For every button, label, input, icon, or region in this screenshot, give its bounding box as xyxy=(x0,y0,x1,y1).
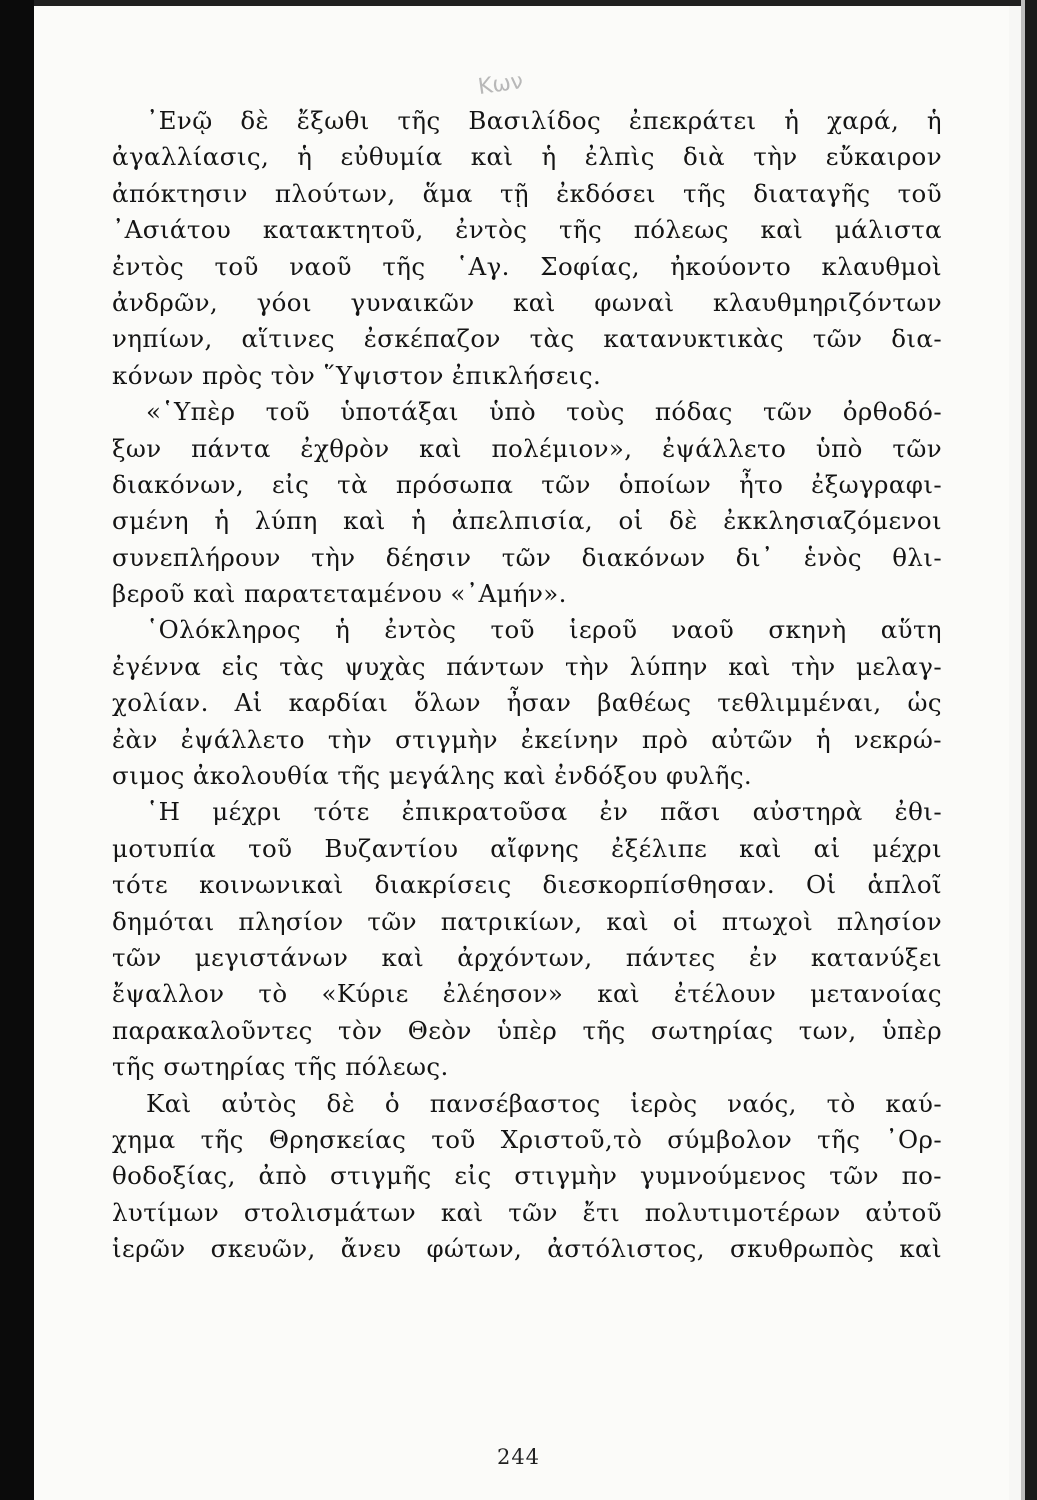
text-line: ἀνδρῶν, γόοι γυναικῶν καὶ φωναὶ κλαυθμηριζόντων xyxy=(112,287,942,317)
text-line: ᾿Ενῷ δὲ ἔξωθι τῆς Βασιλίδος ἐπεκράτει ἡ χαρά, ἡ xyxy=(146,106,942,135)
text-line: ἀγαλλίασις, ἡ εὐθυμία καὶ ἡ ἐλπὶς διὰ τὴν εὔκαιρον xyxy=(112,142,942,172)
text-line: ῾Η μέχρι τότε ἐπικρατοῦσα ἐν πᾶσι αὐστηρὰ ἐθι- xyxy=(146,797,942,827)
text-line: ἐντὸς τοῦ ναοῦ τῆς ῾Αγ. Σοφίας, ἠκούοντο κλαυθμοὶ xyxy=(112,251,942,281)
scan-border-right xyxy=(1025,0,1037,1500)
text-line: τῆς σωτηρίας τῆς πόλεως. xyxy=(112,1052,449,1082)
text-line: ἐὰν ἐψάλλετο τὴν στιγμὴν ἐκείνην πρὸ αὐτῶν ἡ νεκρώ- xyxy=(112,724,942,754)
text-line: μοτυπία τοῦ Βυζαντίου αἴφνης ἐξέλιπε καὶ αἱ μέχρι xyxy=(112,833,942,863)
text-line: «῾Υπὲρ τοῦ ὑποτάξαι ὑπὸ τοὺς πόδας τῶν ὀρθοδό- xyxy=(146,397,942,427)
text-line: βεροῦ καὶ παρατεταμένου «᾿Αμήν». xyxy=(112,579,567,609)
text-line: νηπίων, αἵτινες ἐσκέπαζον τὰς κατανυκτικὰς τῶν δια- xyxy=(112,324,942,354)
text-line: σιμος ἀκολουθία τῆς μεγάλης καὶ ἐνδόξου φυλῆς. xyxy=(112,761,753,791)
text-line: διακόνων, εἰς τὰ πρόσωπα τῶν ὁποίων ἦτο ἐξωγραφι- xyxy=(112,469,942,499)
text-line: θοδοξίας, ἀπὸ στιγμῆς εἰς στιγμὴν γυμνούμενος τῶν πο- xyxy=(112,1161,942,1191)
text-line: συνεπλήρουν τὴν δέησιν τῶν διακόνων δι᾿ ἑνὸς θλι- xyxy=(112,542,942,572)
pencil-margin-note: Κων xyxy=(476,68,525,101)
text-line: χημα τῆς Θρησκείας τοῦ Χριστοῦ,τὸ σύμβολον τῆς ᾿Ορ- xyxy=(112,1124,942,1154)
text-line: χολίαν. Αἱ καρδίαι ὅλων ἦσαν βαθέως τεθλιμμέναι, ὡς xyxy=(112,688,942,718)
text-line: λυτίμων στολισμάτων καὶ τῶν ἔτι πολυτιμοτέρων αὐτοῦ xyxy=(112,1197,942,1227)
text-line: ἱερῶν σκευῶν, ἄνευ φώτων, ἀστόλιστος, σκυθρωπὸς καὶ xyxy=(112,1234,942,1264)
text-line: τότε κοινωνικαὶ διακρίσεις διεσκορπίσθησαν. Οἱ ἁπλοῖ xyxy=(112,870,942,900)
text-line: δημόται πλησίον τῶν πατρικίων, καὶ οἱ πτωχοὶ πλησίον xyxy=(112,906,942,936)
text-line: τῶν μεγιστάνων καὶ ἀρχόντων, πάντες ἐν κατανύξει xyxy=(112,942,942,972)
text-line: ἔψαλλον τὸ «Κύριε ἐλέησον» καὶ ἐτέλουν μετανοίας xyxy=(112,979,942,1009)
text-line: ῾Ολόκληρος ἡ ἐντὸς τοῦ ἱεροῦ ναοῦ σκηνὴ αὕτη xyxy=(146,615,942,645)
text-line: ᾿Ασιάτου κατακτητοῦ, ἐντὸς τῆς πόλεως καὶ μάλιστα xyxy=(112,215,942,245)
body-text xyxy=(112,103,942,1268)
page-number: 244 xyxy=(496,1445,541,1469)
text-line: ἀπόκτησιν πλούτων, ἅμα τῇ ἐκδόσει τῆς διαταγῆς τοῦ xyxy=(112,178,942,208)
text-line: παρακαλοῦντες τὸν Θεὸν ὑπὲρ τῆς σωτηρίας των, ὑπὲρ xyxy=(112,1015,942,1045)
text-line: ἐγέννα εἰς τὰς ψυχὰς πάντων τὴν λύπην καὶ τὴν μελαγ- xyxy=(112,651,942,681)
text-line: κόνων πρὸς τὸν ῞Υψιστον ἐπικλήσεις. xyxy=(112,360,602,390)
text-line: σμένη ἡ λύπη καὶ ἡ ἀπελπισία, οἱ δὲ ἐκκλησιαζόμενοι xyxy=(112,506,942,536)
scan-border-left xyxy=(0,0,34,1500)
text-line: Καὶ αὐτὸς δὲ ὁ πανσέβαστος ἱερὸς ναός, τὸ καύ- xyxy=(146,1088,942,1118)
text-line: ξων πάντα ἐχθρὸν καὶ πολέμιον», ἐψάλλετο ὑπὸ τῶν xyxy=(112,433,942,463)
